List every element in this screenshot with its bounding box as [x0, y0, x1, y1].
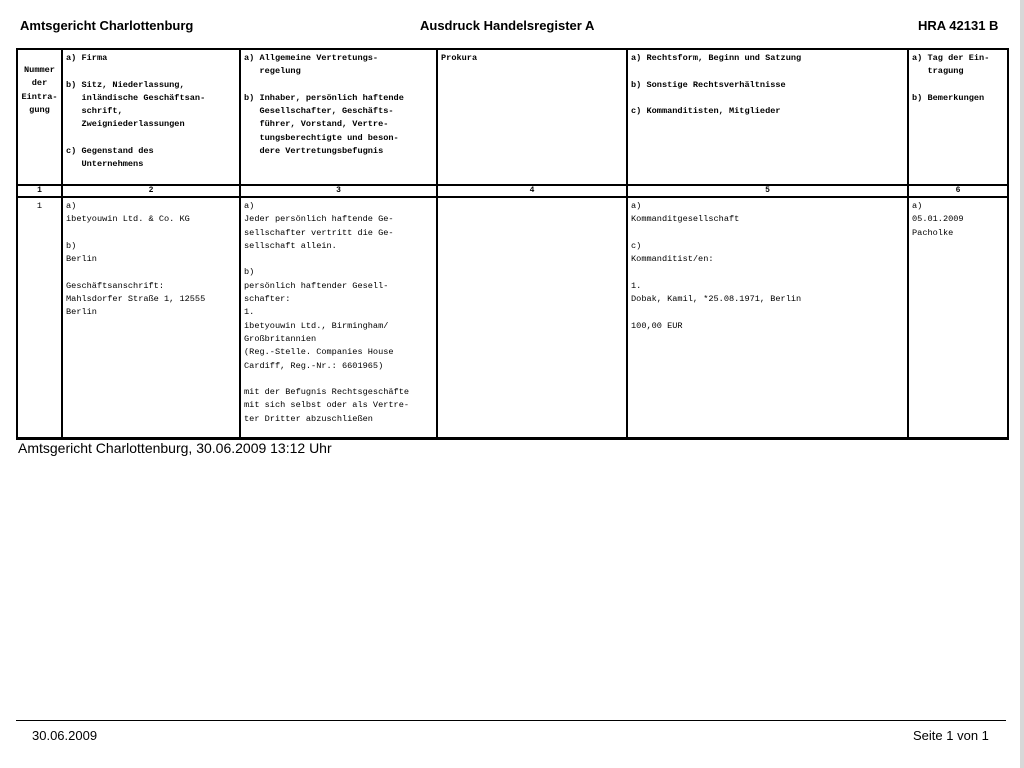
- entry-date-cell: a) 05.01.2009 Pacholke: [908, 197, 1008, 439]
- representation-cell: a) Jeder persönlich haftende Ge- sellschafter vertritt die Ge- sellschaft allein. b) persönlich haftender Gesell- schafter: 1. ibetyouwin Ltd., Birmingham/ Großbritannien (Reg.-Stelle. Companies House Cardiff, Reg.-Nr.: 6601965) mit der Befugnis Rechtsgeschäfte mit sich selbst oder als Vertre- ter Dritter abzuschließen: [240, 197, 437, 439]
- header-cell-entry-number: Nummer der Eintra- gung: [17, 49, 62, 185]
- column-number: 2: [62, 185, 240, 197]
- column-number: 1: [17, 185, 62, 197]
- legal-form-cell: a) Kommanditgesellschaft c) Kommanditist/en: 1. Dobak, Kamil, *25.08.1971, Berlin 100,00 EUR: [627, 197, 908, 439]
- footer-divider: [16, 720, 1006, 721]
- column-number: 5: [627, 185, 908, 197]
- header-cell-legal-form: a) Rechtsform, Beginn und Satzung b) Sonstige Rechtsverhältnisse c) Kommanditisten, Mitglieder: [627, 49, 908, 185]
- header-cell-representation: a) Allgemeine Vertretungs- regelung b) Inhaber, persönlich haftende Gesellschafter, Geschäfts- führer, Vorstand, Vertre- tungsberechtigte und beson- dere Vertretungsbefugnis: [240, 49, 437, 185]
- entry-number-cell: 1: [17, 197, 62, 439]
- firm-cell: a) ibetyouwin Ltd. & Co. KG b) Berlin Geschäftsanschrift: Mahlsdorfer Straße 1, 12555 Berlin: [62, 197, 240, 439]
- register-number: HRA 42131 B: [918, 18, 999, 33]
- print-stamp: Amtsgericht Charlottenburg, 30.06.2009 13:12 Uhr: [18, 440, 332, 456]
- document-title: Ausdruck Handelsregister A: [420, 18, 595, 33]
- page-number: Seite 1 von 1: [913, 728, 989, 743]
- header-cell-entry-date: a) Tag der Ein- tragung b) Bemerkungen: [908, 49, 1008, 185]
- register-table: [16, 48, 1009, 440]
- column-number: 3: [240, 185, 437, 197]
- table-header-row: [17, 49, 1008, 185]
- column-number-row: [17, 185, 1008, 197]
- header-cell-prokura: Prokura: [437, 49, 627, 185]
- court-name: Amtsgericht Charlottenburg: [20, 18, 194, 33]
- column-number: 6: [908, 185, 1008, 197]
- footer-date: 30.06.2009: [32, 728, 98, 743]
- header-cell-firm: a) Firma b) Sitz, Niederlassung, inländische Geschäftsan- schrift, Zweigniederlassungen c) Gegenstand des Unternehmens: [62, 49, 240, 185]
- page-edge: [1020, 0, 1024, 768]
- table-row: [17, 197, 1008, 439]
- prokura-cell: [437, 197, 627, 439]
- column-number: 4: [437, 185, 627, 197]
